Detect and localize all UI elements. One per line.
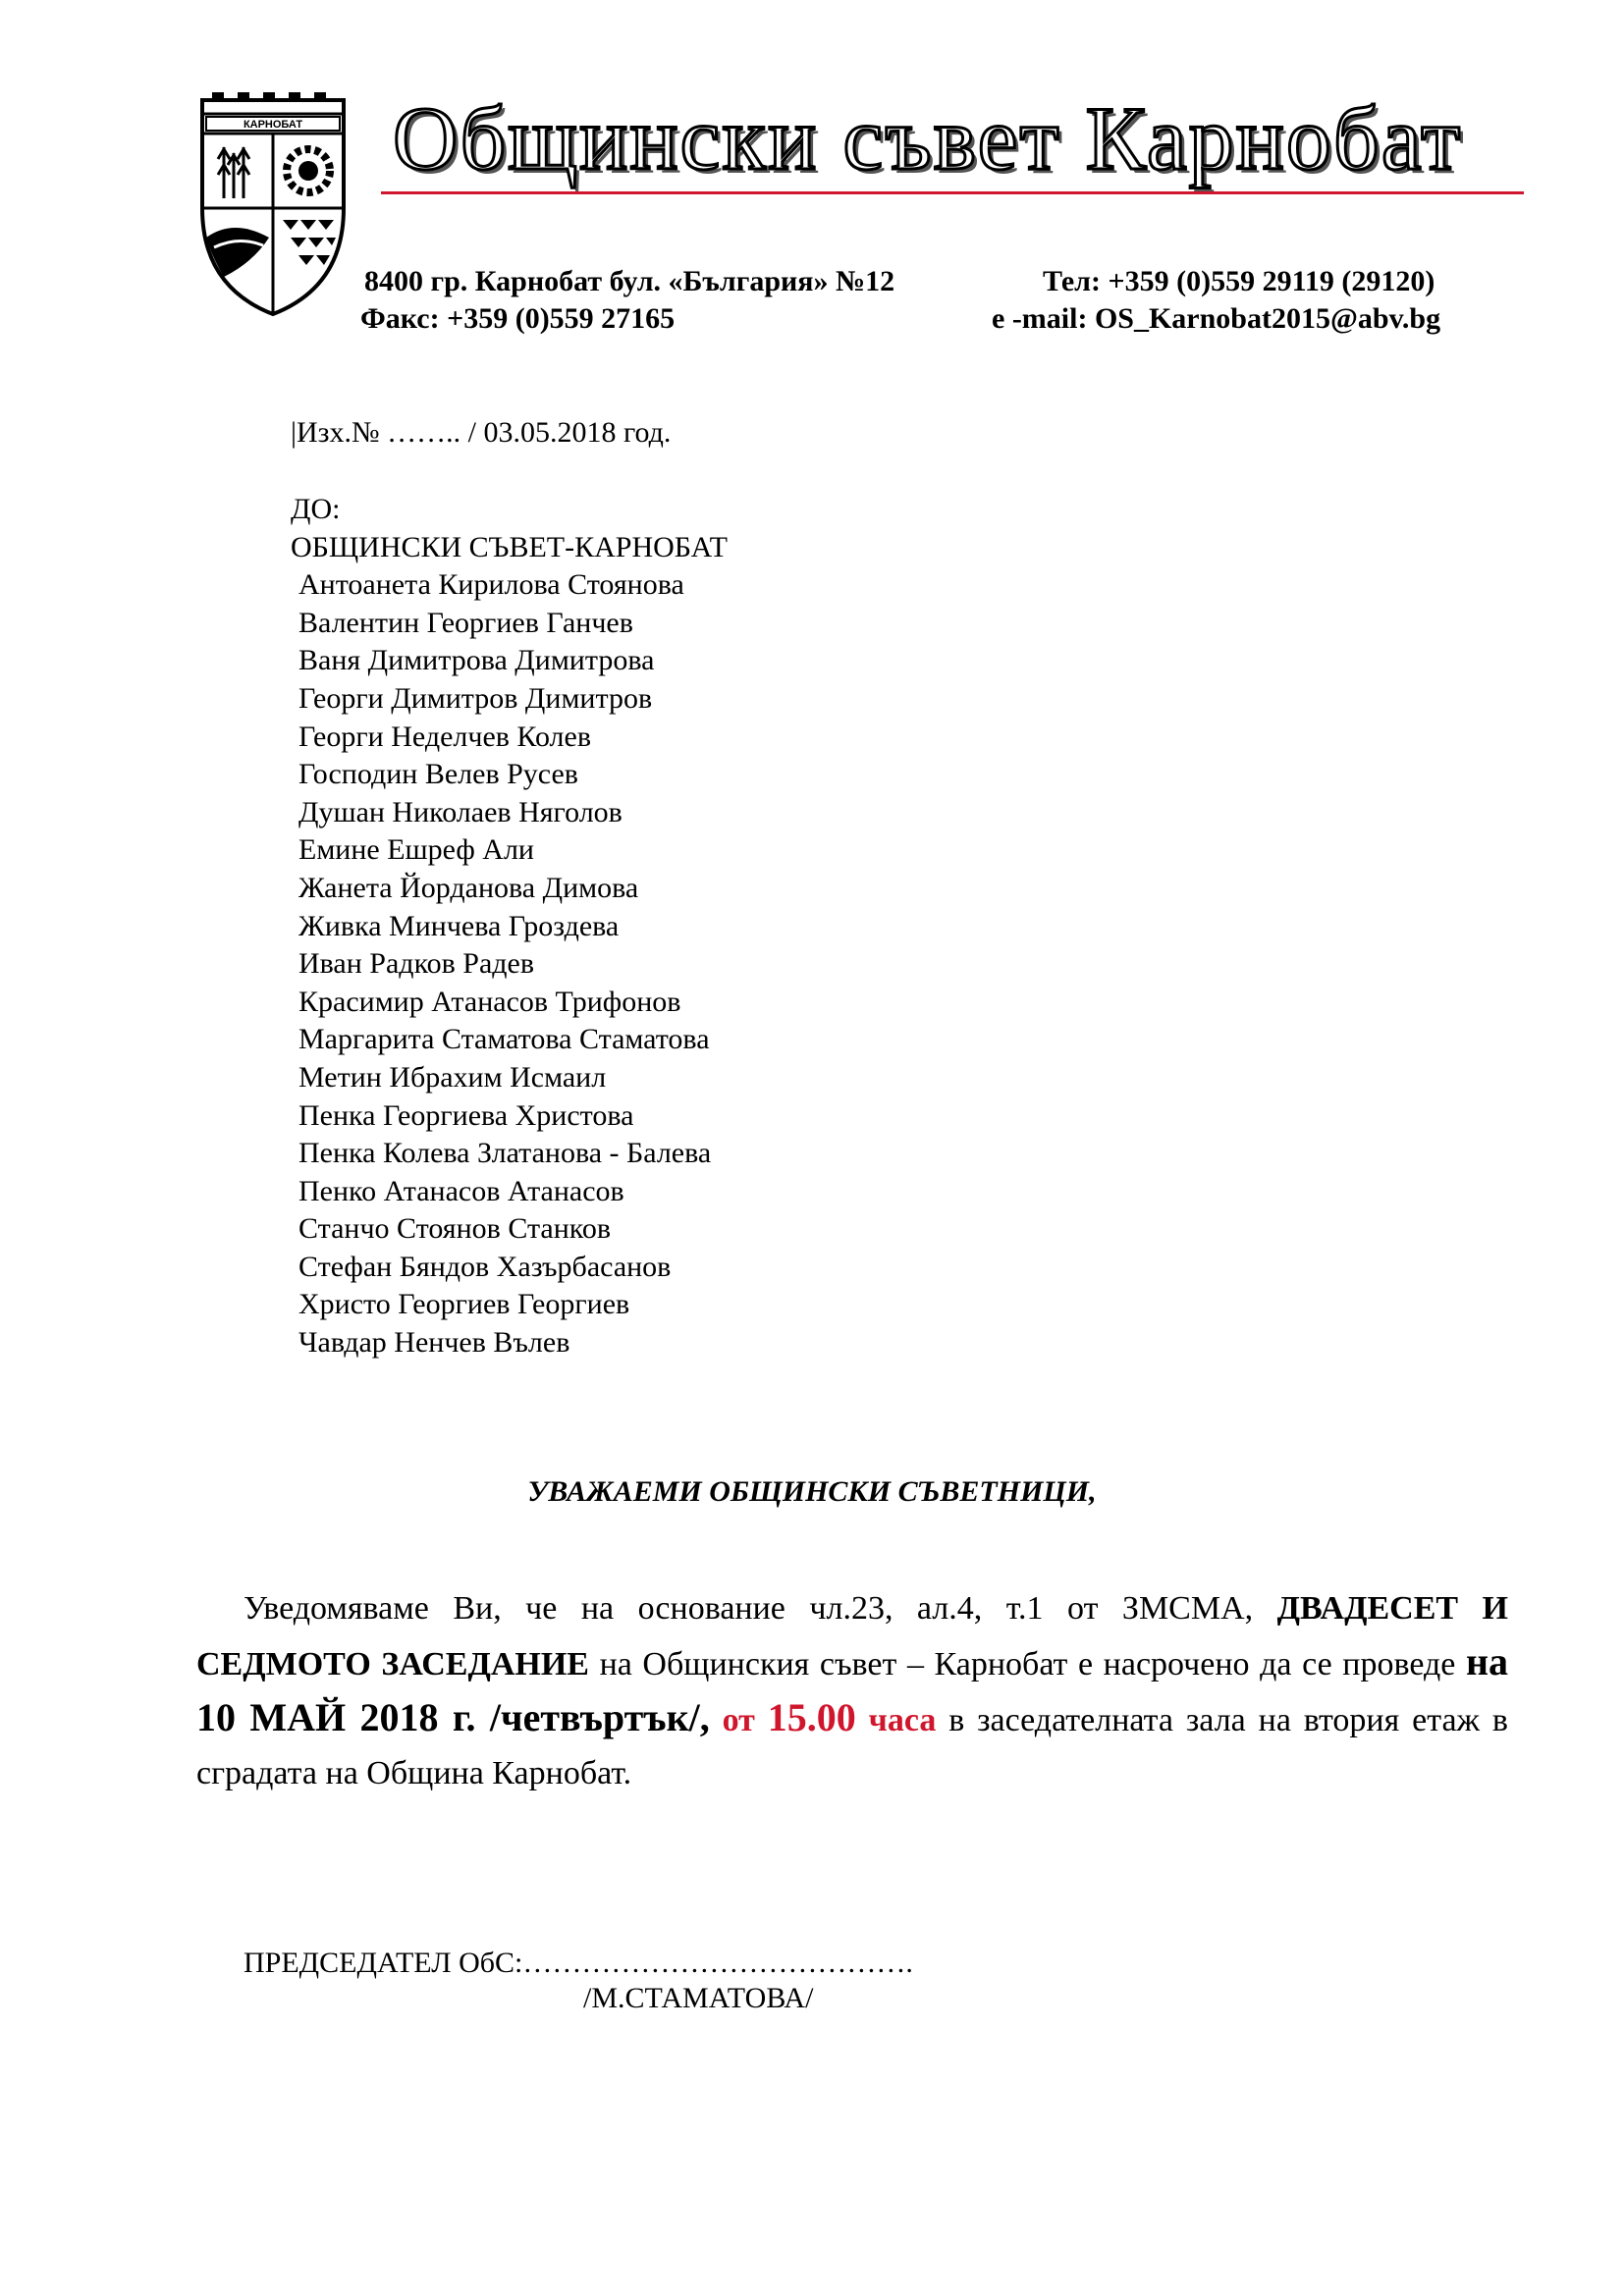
recipient-name: Чавдар Ненчев Вълев	[298, 1326, 570, 1360]
recipient-name: Душан Николаев Няголов	[298, 795, 623, 828]
recipient-name: Емине Ешреф Али	[298, 833, 534, 867]
session-time: 15.00	[767, 1695, 856, 1739]
time-prefix: от	[722, 1702, 768, 1738]
recipient-block	[291, 491, 728, 1362]
to-label: ДО:	[291, 493, 341, 525]
recipient-name: Жанета Йорданова Димова	[298, 871, 639, 904]
recipient-name: Ваня Димитрова Димитрова	[298, 644, 655, 677]
time-unit: часа	[855, 1702, 937, 1738]
recipient-name: Господин Велев Русев	[298, 758, 578, 791]
date-prefix: на	[1465, 1639, 1509, 1683]
recipient-name: Пенка Колева Златанова - Балева	[298, 1137, 712, 1170]
recipient-name: Христо Георгиев Георгиев	[298, 1288, 630, 1321]
recipient-name: Красимир Атанасов Трифонов	[298, 985, 681, 1018]
session-number: ДВАДЕСЕТ И СЕДМОТО ЗАСЕДАНИЕ	[196, 1590, 1509, 1682]
header-red-rule	[381, 191, 1524, 194]
recipient-name: Стефан Бяндов Хазърбасанов	[298, 1250, 672, 1283]
council-title: Общински съвет Карнобат	[393, 88, 1463, 188]
recipient-name: Иван Радков Радев	[298, 947, 535, 981]
recipient-name: Антоанета Кирилова Стоянова	[298, 568, 684, 602]
recipient-name: Метин Ибрахим Исмаил	[298, 1060, 607, 1094]
recipient-name: Маргарита Стаматова Стаматова	[298, 1023, 710, 1056]
body-middle: на Общинския съвет – Карнобат е насрочено да се проведе	[588, 1646, 1466, 1682]
recipient-org: ОБЩИНСКИ СЪВЕТ-КАРНОБАТ	[291, 530, 728, 563]
recipient-name: Пенко Атанасов Атанасов	[298, 1174, 624, 1207]
email: e -mail: OS_Karnobat2015@abv.bg	[992, 302, 1441, 335]
crest-label: КАРНОБАТ	[243, 119, 303, 131]
body-venue: в заседателната зала на втория етаж в сградата на Община Карнобат.	[196, 1702, 1508, 1791]
outgoing-ref: |Изх.№ …….. / 03.05.2018 год.	[291, 416, 672, 449]
phone: Тел: +359 (0)559 29119 (29120)	[1043, 265, 1435, 297]
notice-paragraph	[196, 1582, 1508, 1800]
recipient-name: Георги Димитров Димитров	[298, 681, 653, 715]
recipient-name: Живка Минчева Гроздева	[298, 909, 620, 942]
session-date: 10 МАЙ 2018 г. /четвъртък/,	[196, 1695, 710, 1739]
address: 8400 гр. Карнобат бул. «България» №12	[364, 265, 895, 297]
chair-signature-line: ПРЕДСЕДАТЕЛ ОбС:………………………………….	[244, 1947, 913, 1979]
fax: Факс: +359 (0)559 27165	[360, 302, 676, 335]
municipality-crest-icon	[194, 90, 352, 318]
recipient-name: Георги Неделчев Колев	[298, 720, 592, 753]
recipient-name: Валентин Георгиев Ганчев	[298, 606, 633, 639]
salutation: УВАЖАЕМИ ОБЩИНСКИ СЪВЕТНИЦИ,	[527, 1475, 1097, 1508]
recipient-name: Станчо Стоянов Станков	[298, 1212, 612, 1246]
recipient-name: Пенка Георгиева Христова	[298, 1098, 634, 1132]
chair-name: /М.СТАМАТОВА/	[583, 1982, 814, 2014]
body-intro: Уведомяваме Ви, че на основание чл.23, ал.4, т.1 от ЗМСМА,	[244, 1590, 1277, 1627]
